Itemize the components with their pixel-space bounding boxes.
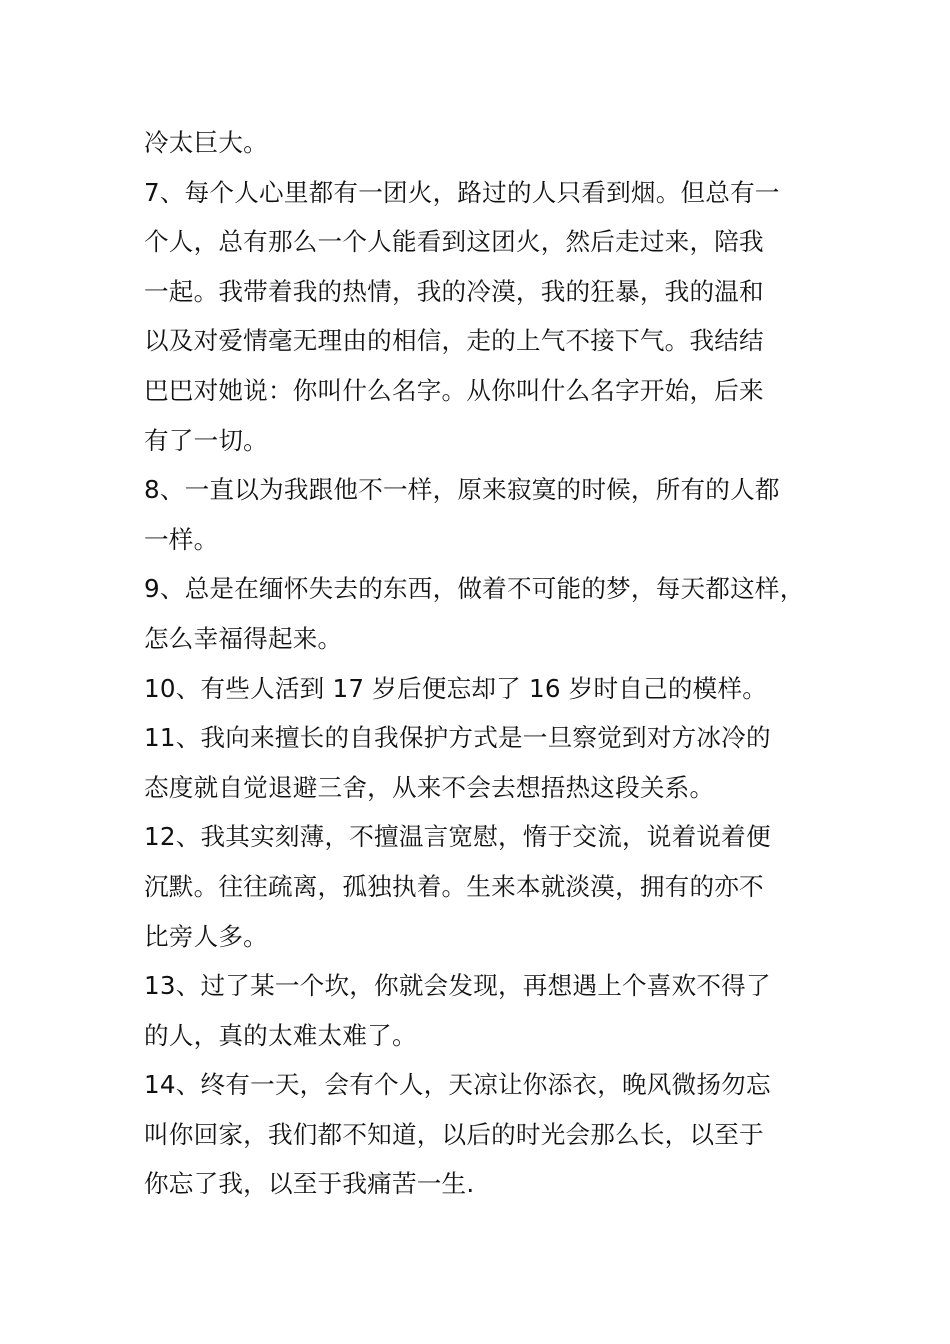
text-line-16: 沉默。往往疏离，孤独执着。生来本就淡漠，拥有的亦不 xyxy=(144,871,764,901)
text-line-12: 10、有些人活到 17 岁后便忘却了 16 岁时自己的模样。 xyxy=(144,673,768,703)
text-line-4: 一起。我带着我的热情，我的冷漠，我的狂暴，我的温和 xyxy=(144,276,764,306)
text-line-2: 7、每个人心里都有一团火，路过的人只看到烟。但总有一 xyxy=(144,177,780,207)
text-line-14: 态度就自觉退避三舍，从来不会去想捂热这段关系。 xyxy=(144,772,715,802)
text-line-21: 叫你回家，我们都不知道，以后的时光会那么长，以至于 xyxy=(144,1119,764,1149)
text-line-13: 11、我向来擅长的自我保护方式是一旦察觉到对方冰冷的 xyxy=(144,723,771,753)
quote-text-block xyxy=(144,118,824,1209)
text-line-1: 冷太巨大。 xyxy=(144,128,268,157)
text-line-20: 14、终有一天，会有个人，天凉让你添衣，晚风微扬勿忘 xyxy=(144,1070,771,1100)
text-line-6: 巴巴对她说：你叫什么名字。从你叫什么名字开始，后来 xyxy=(144,375,764,405)
text-line-10: 9、总是在缅怀失去的东西，做着不可能的梦，每天都这样， xyxy=(144,574,805,604)
text-line-8: 8、一直以为我跟他不一样，原来寂寞的时候，所有的人都 xyxy=(144,475,780,505)
text-line-9: 一样。 xyxy=(144,524,219,554)
text-line-15: 12、我其实刻薄，不擅温言宽慰，惰于交流，说着说着便 xyxy=(144,822,771,852)
text-line-5: 以及对爱情毫无理由的相信，走的上气不接下气。我结结 xyxy=(144,326,764,356)
text-line-22: 你忘了我，以至于我痛苦一生. xyxy=(144,1169,475,1199)
text-line-3: 个人，总有那么一个人能看到这团火，然后走过来，陪我 xyxy=(144,227,764,257)
text-line-19: 的人，真的太难太难了。 xyxy=(144,1020,417,1050)
text-line-18: 13、过了某一个坎，你就会发现，再想遇上个喜欢不得了 xyxy=(144,971,771,1001)
text-line-7: 有了一切。 xyxy=(144,425,268,455)
text-line-17: 比旁人多。 xyxy=(144,921,268,951)
text-line-11: 怎么幸福得起来。 xyxy=(144,623,343,653)
